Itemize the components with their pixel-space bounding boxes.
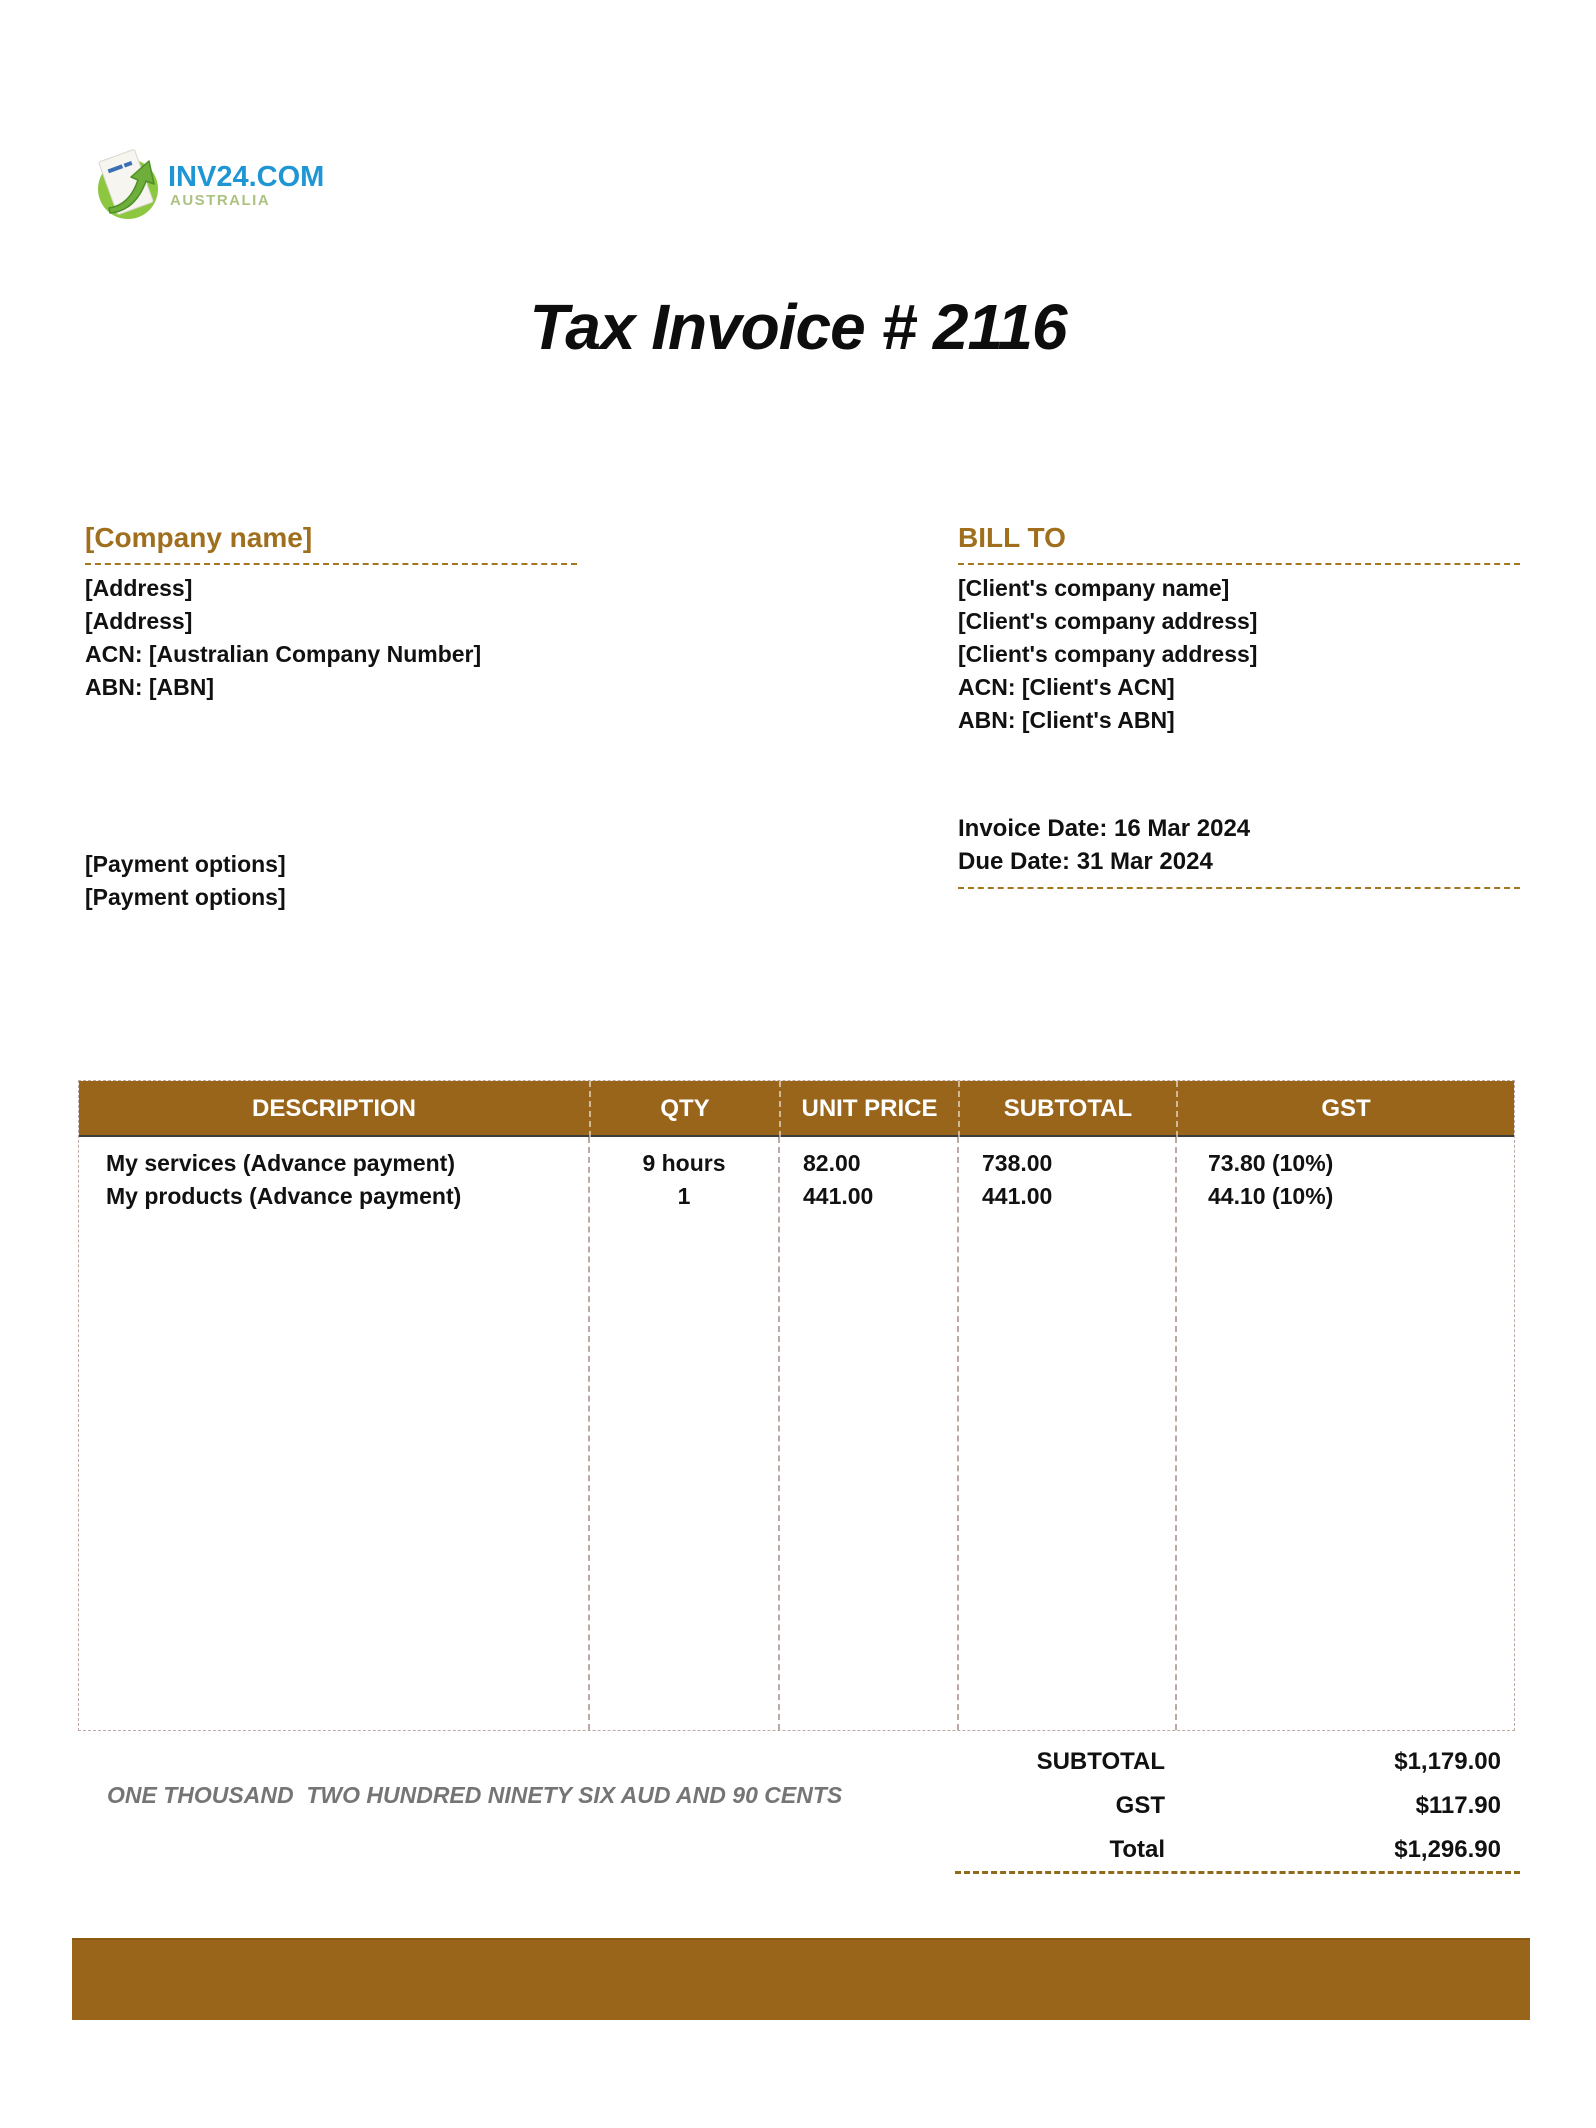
col-header-subtotal: SUBTOTAL	[958, 1081, 1176, 1137]
table-row	[79, 1180, 1514, 1213]
client-name-line: [Client's company name]	[958, 575, 1230, 601]
column-divider	[1175, 1137, 1177, 1730]
item-unit-price: 441.00	[803, 1183, 874, 1209]
total-label: Total	[1109, 1836, 1165, 1863]
col-header-gst: GST	[1176, 1081, 1514, 1137]
seller-acn-line: ACN: [Australian Company Number]	[85, 641, 482, 667]
item-description: My services (Advance payment)	[106, 1150, 455, 1176]
brand-logo	[96, 148, 324, 222]
item-gst: 44.10 (10%)	[1208, 1183, 1334, 1209]
footer-bar	[72, 1938, 1530, 2020]
bill-to-lines	[958, 565, 1520, 737]
seller-address-line: [Address]	[85, 575, 193, 601]
items-table-header	[79, 1081, 1514, 1137]
bill-to-heading: BILL TO	[958, 522, 1520, 565]
client-acn-line: ACN: [Client's ACN]	[958, 674, 1175, 700]
seller-abn-line: ABN: [ABN]	[85, 674, 215, 700]
totals-section	[700, 1748, 1515, 1880]
brand-name: INV24.COM	[168, 161, 325, 193]
due-date: Due Date: 31 Mar 2024	[958, 848, 1213, 875]
dates-block	[958, 812, 1520, 889]
payment-options-block	[85, 848, 577, 914]
table-row	[79, 1147, 1514, 1180]
amount-in-words: ONE THOUSAND TWO HUNDRED NINETY SIX AUD AND 90 CENTS	[107, 1782, 843, 1808]
item-subtotal: 441.00	[982, 1183, 1053, 1209]
column-divider	[778, 1137, 780, 1730]
col-header-description: DESCRIPTION	[251, 1095, 416, 1122]
subtotal-label: SUBTOTAL	[1036, 1748, 1165, 1775]
seller-address-line: [Address]	[85, 608, 193, 634]
invoice-title: Tax Invoice # 2116	[529, 291, 1067, 363]
items-table	[78, 1080, 1515, 1731]
seller-block	[85, 522, 577, 704]
total-underline	[955, 1871, 1520, 1874]
items-table-body	[79, 1137, 1514, 1730]
client-abn-line: ABN: [Client's ABN]	[958, 707, 1175, 733]
item-description: My products (Advance payment)	[106, 1183, 462, 1209]
payment-options-line: [Payment options]	[85, 851, 286, 877]
brand-region: AUSTRALIA	[170, 192, 271, 209]
item-qty: 1	[677, 1183, 691, 1209]
payment-options-line: [Payment options]	[85, 884, 286, 910]
subtotal-value: $1,179.00	[1394, 1748, 1501, 1775]
invoice-date: Invoice Date: 16 Mar 2024	[958, 815, 1251, 842]
column-divider	[957, 1137, 959, 1730]
col-header-qty: QTY	[589, 1081, 779, 1137]
col-header-unit-price: UNIT PRICE	[779, 1081, 958, 1137]
brand-text	[168, 148, 324, 210]
gst-label: GST	[1115, 1792, 1165, 1819]
seller-lines	[85, 565, 577, 704]
item-unit-price: 82.00	[803, 1150, 861, 1176]
gst-value: $117.90	[1415, 1792, 1501, 1819]
column-divider	[588, 1137, 590, 1730]
client-address-line: [Client's company address]	[958, 641, 1258, 667]
seller-heading: [Company name]	[85, 522, 577, 565]
client-address-line: [Client's company address]	[958, 608, 1258, 634]
bill-to-block	[958, 522, 1520, 737]
total-value: $1,296.90	[1394, 1836, 1501, 1863]
item-gst: 73.80 (10%)	[1208, 1150, 1334, 1176]
item-subtotal: 738.00	[982, 1150, 1053, 1176]
invoice-growth-arrow-icon	[96, 148, 160, 222]
item-qty: 9 hours	[642, 1150, 726, 1176]
